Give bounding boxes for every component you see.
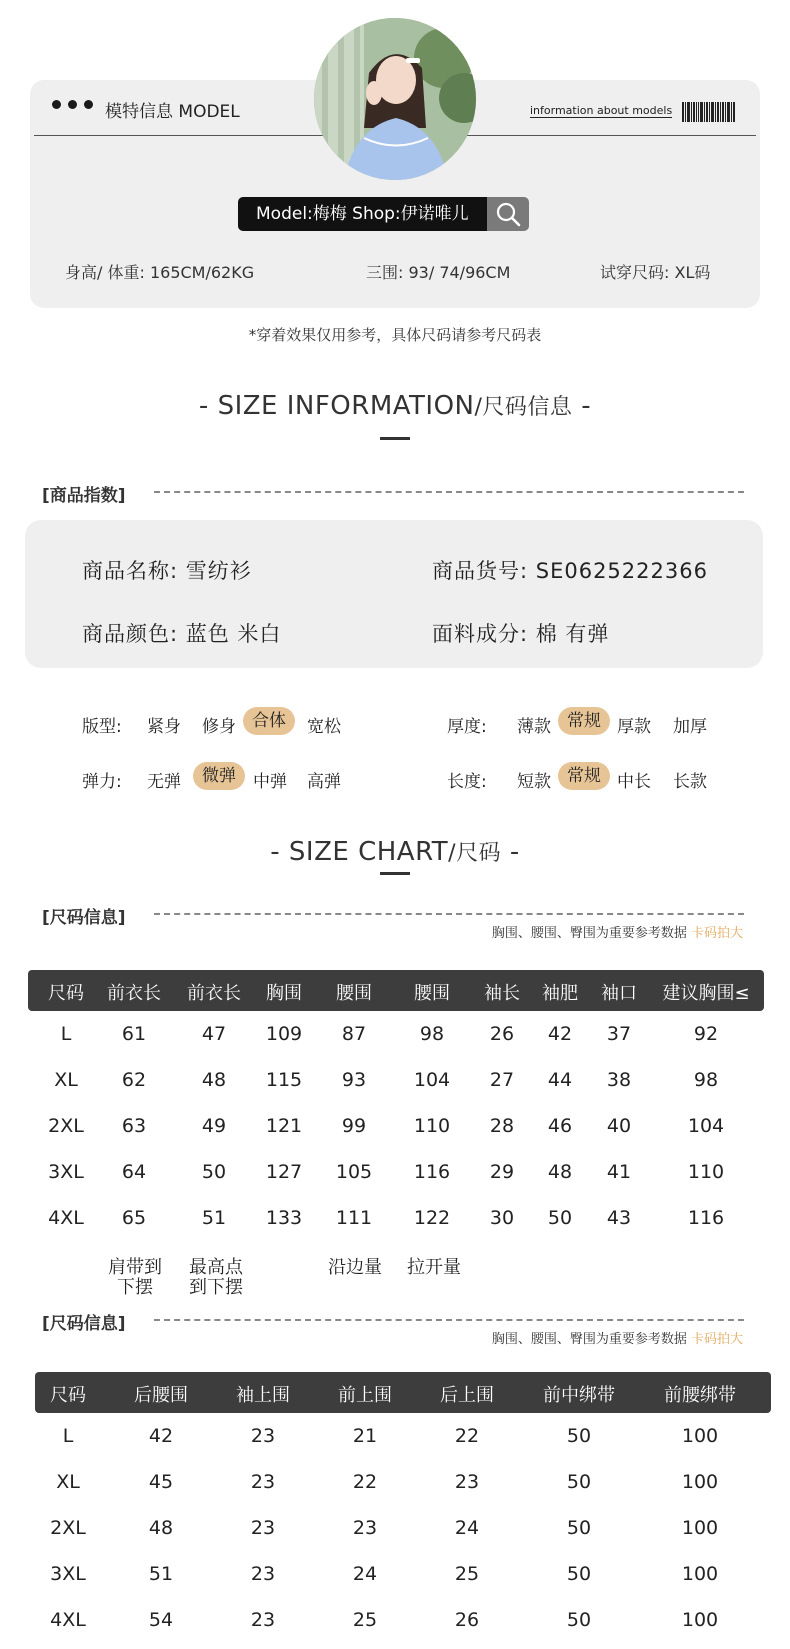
column-header: 袖长 (484, 983, 520, 1004)
footnote: 肩带到 下摆 (108, 1257, 162, 1298)
footnote: 最高点 到下摆 (189, 1257, 243, 1298)
table-cell: 27 (489, 1069, 515, 1091)
product-item-no: 商品货号: SE0625222366 (432, 559, 708, 583)
stretch-option: 无弹 (147, 772, 181, 792)
table-cell: 121 (265, 1115, 303, 1137)
column-header: 尺码 (48, 983, 84, 1004)
column-header: 前腰绑带 (664, 1385, 736, 1406)
column-header: 前衣长 (107, 983, 161, 1004)
table-cell: 62 (121, 1069, 147, 1091)
column-header: 建议胸围≤ (662, 983, 750, 1004)
column-header: 胸围 (266, 983, 302, 1004)
size-worn: 试穿尺码: XL码 (600, 263, 711, 282)
table-cell: 100 (681, 1425, 719, 1447)
title-underline (380, 872, 410, 875)
table-cell: 41 (606, 1161, 632, 1183)
table-cell: 104 (687, 1115, 725, 1137)
table-cell: 23 (250, 1471, 276, 1493)
table-cell: 63 (121, 1115, 147, 1137)
table-cell: 87 (341, 1023, 367, 1045)
table-cell: 111 (335, 1207, 373, 1229)
table-cell: 93 (341, 1069, 367, 1091)
stretch-option: 中弹 (253, 772, 287, 792)
length-option-selected: 常规 (558, 762, 610, 790)
table-cell: 37 (606, 1023, 632, 1045)
table-cell: 23 (454, 1471, 480, 1493)
menu-dots-icon (52, 100, 93, 109)
table-cell: 43 (606, 1207, 632, 1229)
table-cell: 23 (250, 1517, 276, 1539)
thickness-option-selected: 常规 (558, 707, 610, 735)
column-header: 袖口 (601, 983, 637, 1004)
table-cell: 133 (265, 1207, 303, 1229)
table-cell: 29 (489, 1161, 515, 1183)
stretch-option-selected: 微弹 (193, 762, 245, 790)
column-header: 后腰围 (134, 1385, 188, 1406)
size-info-label: [尺码信息] (42, 1314, 126, 1334)
fit-option: 修身 (202, 717, 236, 737)
product-index-label: [商品指数] (42, 486, 126, 506)
dashed-divider (154, 1319, 744, 1321)
table-cell: 22 (454, 1425, 480, 1447)
search-icon (495, 201, 521, 227)
table-cell: 48 (547, 1161, 573, 1183)
product-fabric: 面料成分: 棉 有弹 (432, 622, 610, 646)
table-cell: 23 (250, 1563, 276, 1585)
table-cell: 100 (681, 1471, 719, 1493)
length-label: 长度: (447, 772, 487, 792)
table-cell: 99 (341, 1115, 367, 1137)
table-cell: 44 (547, 1069, 573, 1091)
fit-label: 版型: (82, 717, 122, 737)
table-cell: 92 (693, 1023, 719, 1045)
table-cell: 21 (352, 1425, 378, 1447)
column-header: 袖上围 (236, 1385, 290, 1406)
table-cell: 24 (454, 1517, 480, 1539)
thickness-label: 厚度: (447, 717, 487, 737)
fit-option-selected: 合体 (243, 707, 295, 735)
size-note: 胸围、腰围、臀围为重要参考数据 卡码拍大 (491, 926, 743, 941)
title-underline (380, 437, 410, 440)
table-cell: 25 (352, 1609, 378, 1631)
size-cell: 4XL (50, 1609, 86, 1631)
column-header: 腰围 (336, 983, 372, 1004)
size-note: 胸围、腰围、臀围为重要参考数据 卡码拍大 (491, 1332, 743, 1347)
size-cell: L (60, 1023, 72, 1045)
dashed-divider (154, 913, 744, 915)
table-cell: 26 (454, 1609, 480, 1631)
table-cell: 24 (352, 1563, 378, 1585)
product-name: 商品名称: 雪纺衫 (82, 559, 252, 583)
table-cell: 116 (687, 1207, 725, 1229)
table-cell: 51 (148, 1563, 174, 1585)
english-caption: information about models (530, 104, 673, 117)
table-cell: 50 (566, 1471, 592, 1493)
size-cell: 2XL (50, 1517, 86, 1539)
size-cell: 4XL (48, 1207, 84, 1229)
length-option: 短款 (517, 772, 551, 792)
product-color: 商品颜色: 蓝色 米白 (82, 622, 282, 646)
table-cell: 105 (335, 1161, 373, 1183)
table-cell: 28 (489, 1115, 515, 1137)
table-cell: 42 (547, 1023, 573, 1045)
table-cell: 45 (148, 1471, 174, 1493)
thickness-option: 薄款 (517, 717, 551, 737)
table-cell: 40 (606, 1115, 632, 1137)
table-cell: 50 (201, 1161, 227, 1183)
barcode-icon (682, 102, 746, 122)
table-cell: 38 (606, 1069, 632, 1091)
table-cell: 50 (547, 1207, 573, 1229)
thickness-option: 加厚 (673, 717, 707, 737)
table-cell: 116 (413, 1161, 451, 1183)
size-cell: 3XL (48, 1161, 84, 1183)
table-cell: 50 (566, 1425, 592, 1447)
table-cell: 30 (489, 1207, 515, 1229)
table-cell: 23 (250, 1609, 276, 1631)
table-cell: 50 (566, 1563, 592, 1585)
table-cell: 23 (250, 1425, 276, 1447)
table-cell: 100 (681, 1563, 719, 1585)
table-cell: 127 (265, 1161, 303, 1183)
column-header: 后上围 (440, 1385, 494, 1406)
model-photo (314, 18, 476, 180)
size-cell: L (62, 1425, 74, 1447)
table-cell: 47 (201, 1023, 227, 1045)
table-cell: 110 (413, 1115, 451, 1137)
size-cell: XL (54, 1069, 78, 1091)
table-cell: 61 (121, 1023, 147, 1045)
table-cell: 42 (148, 1425, 174, 1447)
search-button[interactable] (487, 197, 529, 231)
table-cell: 46 (547, 1115, 573, 1137)
size-info-label: [尺码信息] (42, 908, 126, 928)
measurements: 三围: 93/ 74/96CM (366, 263, 511, 282)
height-weight: 身高/ 体重: 165CM/62KG (65, 263, 255, 282)
disclaimer: *穿着效果仅用参考，具体尺码请参考尺码表 (248, 326, 542, 344)
table-cell: 109 (265, 1023, 303, 1045)
footnote: 沿边量 (328, 1257, 382, 1278)
table-cell: 98 (419, 1023, 445, 1045)
column-header: 前上围 (338, 1385, 392, 1406)
size-cell: XL (56, 1471, 80, 1493)
table-cell: 49 (201, 1115, 227, 1137)
table-cell: 48 (148, 1517, 174, 1539)
table-cell: 25 (454, 1563, 480, 1585)
column-header: 前衣长 (187, 983, 241, 1004)
table-cell: 65 (121, 1207, 147, 1229)
stretch-option: 高弹 (307, 772, 341, 792)
column-header: 前中绑带 (543, 1385, 615, 1406)
footnote: 拉开量 (407, 1257, 461, 1278)
table-cell: 98 (693, 1069, 719, 1091)
size-information-title: - SIZE INFORMATION/尺码信息 - (198, 391, 592, 421)
table-cell: 50 (566, 1517, 592, 1539)
table-cell: 115 (265, 1069, 303, 1091)
size-cell: 3XL (50, 1563, 86, 1585)
table-cell: 104 (413, 1069, 451, 1091)
table-cell: 51 (201, 1207, 227, 1229)
table-cell: 22 (352, 1471, 378, 1493)
stretch-label: 弹力: (82, 772, 122, 792)
size-chart-title: - SIZE CHART/尺码 - (270, 837, 520, 867)
column-header: 袖肥 (542, 983, 578, 1004)
table-cell: 122 (413, 1207, 451, 1229)
table-cell: 100 (681, 1609, 719, 1631)
model-name-bar (238, 197, 529, 231)
model-shop-text: Model:梅梅 Shop:伊诺唯儿 (238, 197, 487, 231)
table-cell: 110 (687, 1161, 725, 1183)
dashed-divider (154, 491, 744, 493)
table-cell: 23 (352, 1517, 378, 1539)
fit-option: 宽松 (307, 717, 341, 737)
model-section-label: 模特信息 MODEL (105, 102, 240, 122)
table-cell: 48 (201, 1069, 227, 1091)
table-cell: 26 (489, 1023, 515, 1045)
column-header: 尺码 (50, 1385, 86, 1406)
length-option: 长款 (673, 772, 707, 792)
table-cell: 54 (148, 1609, 174, 1631)
fit-option: 紧身 (147, 717, 181, 737)
table-cell: 64 (121, 1161, 147, 1183)
size-cell: 2XL (48, 1115, 84, 1137)
table-cell: 50 (566, 1609, 592, 1631)
thickness-option: 厚款 (617, 717, 651, 737)
length-option: 中长 (617, 772, 651, 792)
table-cell: 100 (681, 1517, 719, 1539)
column-header: 腰围 (414, 983, 450, 1004)
